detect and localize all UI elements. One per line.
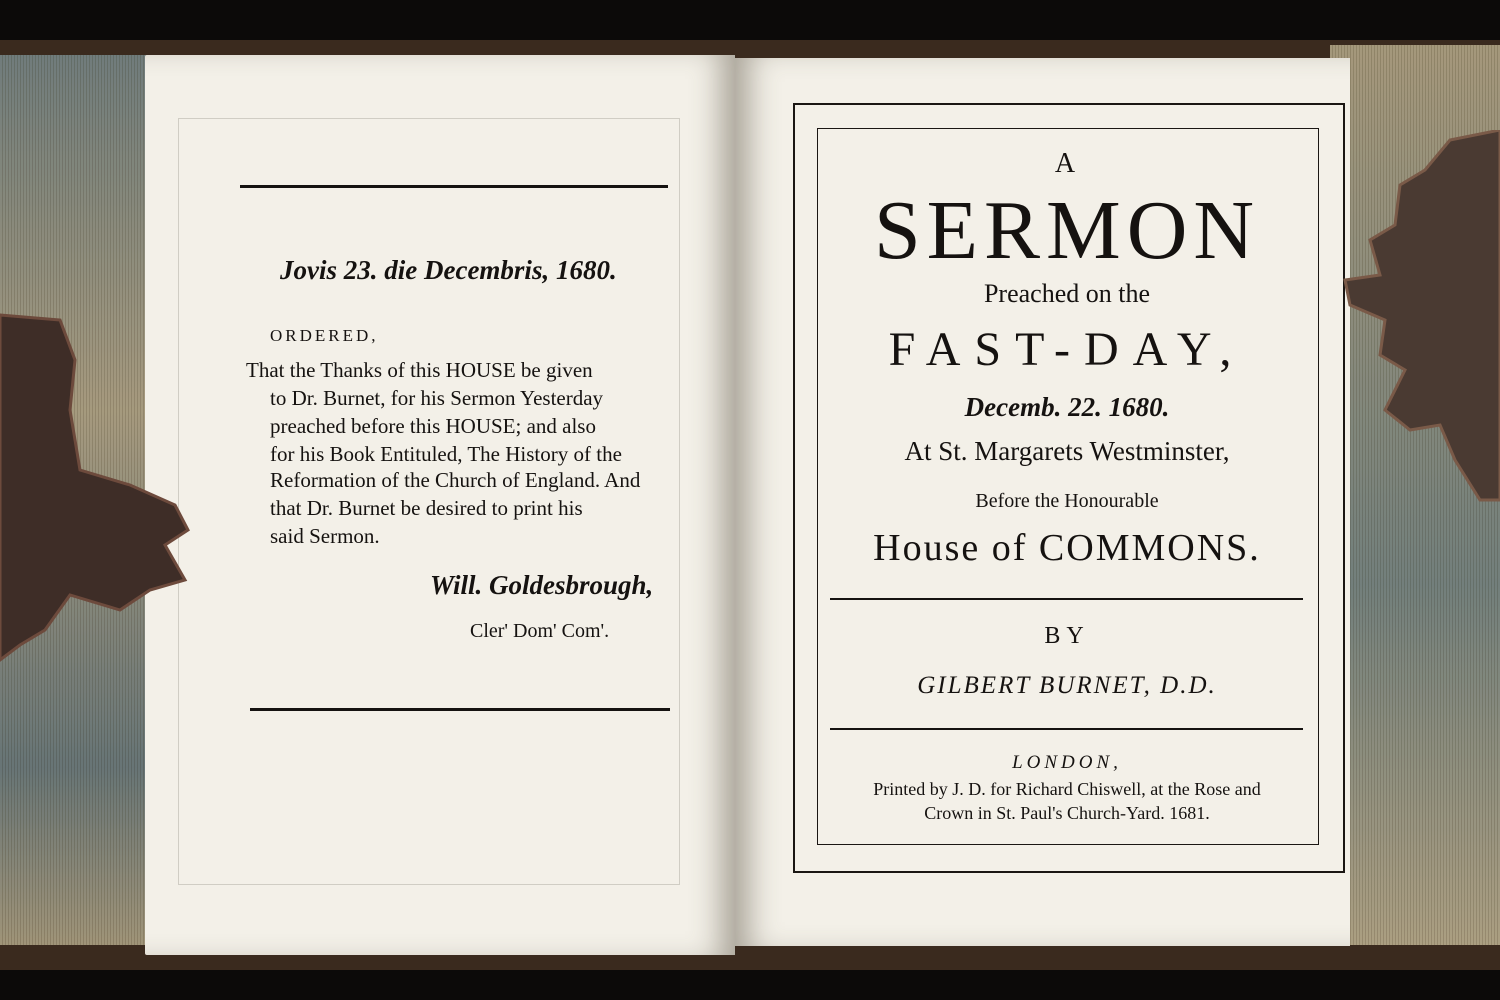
resolution-line-2: to Dr. Burnet, for his Sermon Yesterday xyxy=(270,386,604,410)
resolution-line-6: that Dr. Burnet be desired to print his xyxy=(270,496,583,520)
clerk-signature: Will. Goldesbrough, xyxy=(430,570,654,600)
left-date-line: Jovis 23. die Decembris, 1680. xyxy=(280,255,617,285)
title-article: A xyxy=(1054,148,1080,179)
title-rule-2 xyxy=(830,728,1303,730)
imprint-line-2: Crown in St. Paul's Church-Yard. 1681. xyxy=(924,803,1210,823)
imprint-line-1: Printed by J. D. for Richard Chiswell, at the Rose and xyxy=(873,779,1261,799)
resolution-line-5: Reformation of the Church of England. And xyxy=(270,468,641,492)
resolution-line-4: for his Book Entituled, The History of the xyxy=(270,442,622,466)
title-author: GILBERT BURNET, D.D. xyxy=(917,672,1217,699)
imprint-city: LONDON, xyxy=(1012,752,1122,773)
resolution-line-3: preached before this HOUSE; and also xyxy=(270,414,596,438)
title-rule-1 xyxy=(830,598,1303,600)
left-top-rule xyxy=(240,185,668,188)
ordered-heading: ORDERED, xyxy=(270,326,379,345)
title-before: Before the Honourable xyxy=(975,490,1159,512)
right-clasp xyxy=(1330,130,1500,510)
title-fast-day: FAST-DAY, xyxy=(888,323,1246,376)
left-bottom-rule xyxy=(250,708,670,711)
title-sermon: SERMON xyxy=(873,184,1261,277)
title-date: Decemb. 22. 1680. xyxy=(964,392,1170,422)
title-audience: House of COMMONS. xyxy=(873,527,1261,569)
resolution-line-1: That the Thanks of this HOUSE be given xyxy=(246,358,593,382)
title-place: At St. Margarets Westminster, xyxy=(904,436,1230,466)
title-preached: Preached on the xyxy=(983,279,1151,308)
resolution-line-7: said Sermon. xyxy=(270,524,380,548)
title-by: BY xyxy=(1044,623,1090,649)
clerk-title: Cler' Dom' Com'. xyxy=(470,620,610,642)
left-clasp xyxy=(0,300,200,700)
